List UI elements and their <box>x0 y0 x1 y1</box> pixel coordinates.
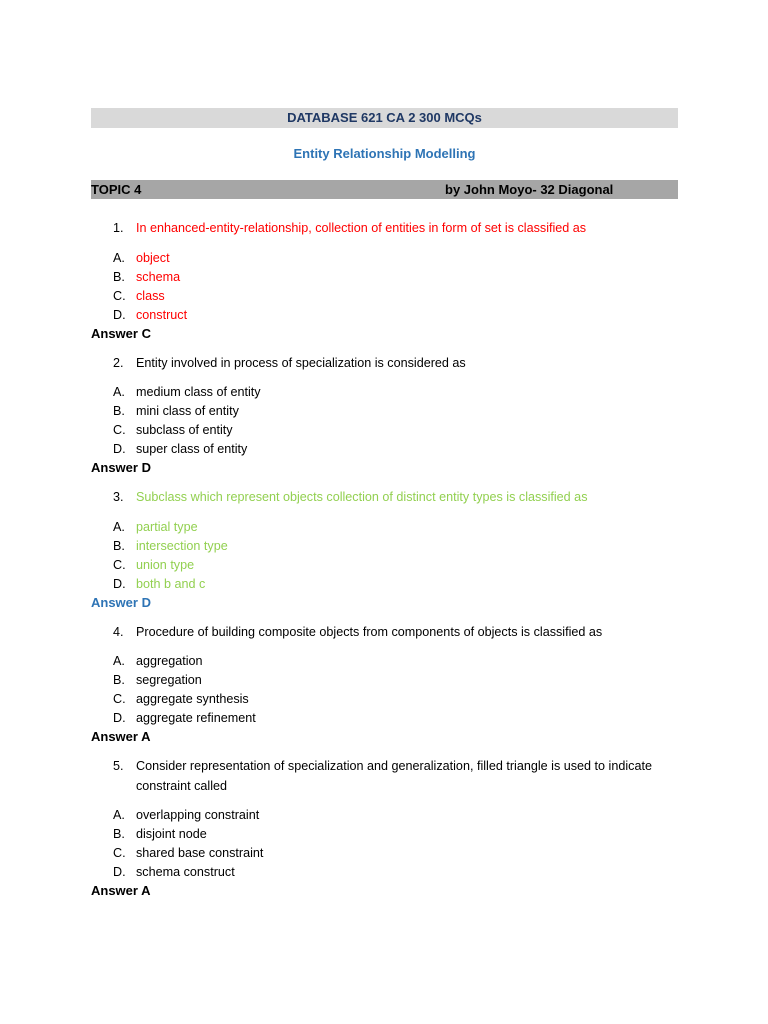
option-label: schema <box>136 269 181 284</box>
question-number: 4. <box>113 624 124 639</box>
question-label: Procedure of building composite objects from components of objects is classified as <box>136 624 603 639</box>
option-label: shared base constraint <box>136 846 264 860</box>
option-label: partial type <box>136 519 198 534</box>
document-page <box>91 108 678 900</box>
option-letter: B. <box>113 827 125 841</box>
option-list <box>91 518 678 594</box>
option-label: subclass of entity <box>136 423 233 437</box>
question-label: Consider representation of specialization and generalization, filled triangle is used to indicate constraint called <box>136 759 652 793</box>
question-number: 3. <box>113 490 124 504</box>
option-list <box>91 249 678 325</box>
option-item <box>91 863 678 882</box>
document-title: DATABASE 621 CA 2 300 MCQs <box>91 108 678 128</box>
option-list <box>91 652 678 728</box>
option-letter: D. <box>113 307 126 322</box>
option-letter: A. <box>113 385 125 399</box>
question-number: 1. <box>113 221 124 235</box>
option-letter: D. <box>113 576 126 591</box>
option-label: aggregation <box>136 654 203 668</box>
answer-label: Answer C <box>91 325 151 341</box>
option-item <box>91 806 678 825</box>
option-letter: C. <box>113 557 126 572</box>
option-item <box>91 825 678 844</box>
option-label: schema construct <box>136 865 235 879</box>
answer-label: Answer A <box>91 729 151 744</box>
option-letter: B. <box>113 404 125 418</box>
topic-label: TOPIC 4 <box>91 182 142 197</box>
option-letter: A. <box>113 519 125 534</box>
option-label: disjoint node <box>136 827 207 841</box>
option-item <box>91 518 678 537</box>
option-list <box>91 383 678 459</box>
option-letter: D. <box>113 711 126 725</box>
option-letter: C. <box>113 423 126 437</box>
option-label: object <box>136 250 170 265</box>
option-item <box>91 402 678 421</box>
question-number: 5. <box>113 759 124 773</box>
option-item <box>91 306 678 325</box>
question-block <box>91 219 678 343</box>
question-text <box>91 219 678 239</box>
topic-bar <box>91 180 678 199</box>
option-label: aggregate refinement <box>136 711 256 725</box>
option-item <box>91 383 678 402</box>
question-text <box>91 488 678 508</box>
question-number: 2. <box>113 355 124 370</box>
option-list <box>91 806 678 882</box>
document-subtitle: Entity Relationship Modelling <box>293 146 476 161</box>
question-text <box>91 757 678 796</box>
option-label: construct <box>136 307 188 322</box>
option-label: class <box>136 288 165 303</box>
option-letter: C. <box>113 288 126 303</box>
option-item <box>91 440 678 459</box>
question-block <box>91 623 678 747</box>
option-item <box>91 556 678 575</box>
question-text <box>91 354 678 374</box>
answer-label: Answer A <box>91 883 151 898</box>
option-label: mini class of entity <box>136 404 239 418</box>
option-letter: A. <box>113 250 125 265</box>
option-letter: C. <box>113 846 126 860</box>
answer-label: Answer D <box>91 594 151 610</box>
option-item <box>91 421 678 440</box>
option-label: aggregate synthesis <box>136 692 249 706</box>
option-letter: D. <box>113 865 126 879</box>
question-text <box>91 623 678 643</box>
option-letter: C. <box>113 692 126 706</box>
question-block <box>91 757 678 900</box>
option-item <box>91 268 678 287</box>
option-letter: B. <box>113 538 125 553</box>
option-item <box>91 652 678 671</box>
option-item <box>91 671 678 690</box>
option-item <box>91 844 678 863</box>
author-label: by John Moyo- 32 Diagonal <box>445 182 614 197</box>
option-label: medium class of entity <box>136 385 261 399</box>
option-letter: B. <box>113 673 125 687</box>
option-label: union type <box>136 557 195 572</box>
question-label: Subclass which represent objects collection of distinct entity types is classified as <box>136 490 588 504</box>
option-letter: D. <box>113 442 126 456</box>
option-item <box>91 537 678 556</box>
answer-label: Answer D <box>91 460 151 475</box>
option-item <box>91 249 678 268</box>
option-item <box>91 709 678 728</box>
option-item <box>91 690 678 709</box>
option-letter: B. <box>113 269 125 284</box>
option-letter: A. <box>113 654 125 668</box>
option-label: super class of entity <box>136 442 248 456</box>
option-label: segregation <box>136 673 202 687</box>
question-label: Entity involved in process of specialization is considered as <box>136 355 466 370</box>
option-label: intersection type <box>136 538 228 553</box>
question-block <box>91 354 678 478</box>
question-block <box>91 488 678 612</box>
option-item <box>91 287 678 306</box>
option-label: overlapping constraint <box>136 808 260 822</box>
option-label: both b and c <box>136 576 206 591</box>
option-item <box>91 575 678 594</box>
question-label: In enhanced-entity-relationship, collection of entities in form of set is classified as <box>136 221 587 235</box>
option-letter: A. <box>113 808 125 822</box>
